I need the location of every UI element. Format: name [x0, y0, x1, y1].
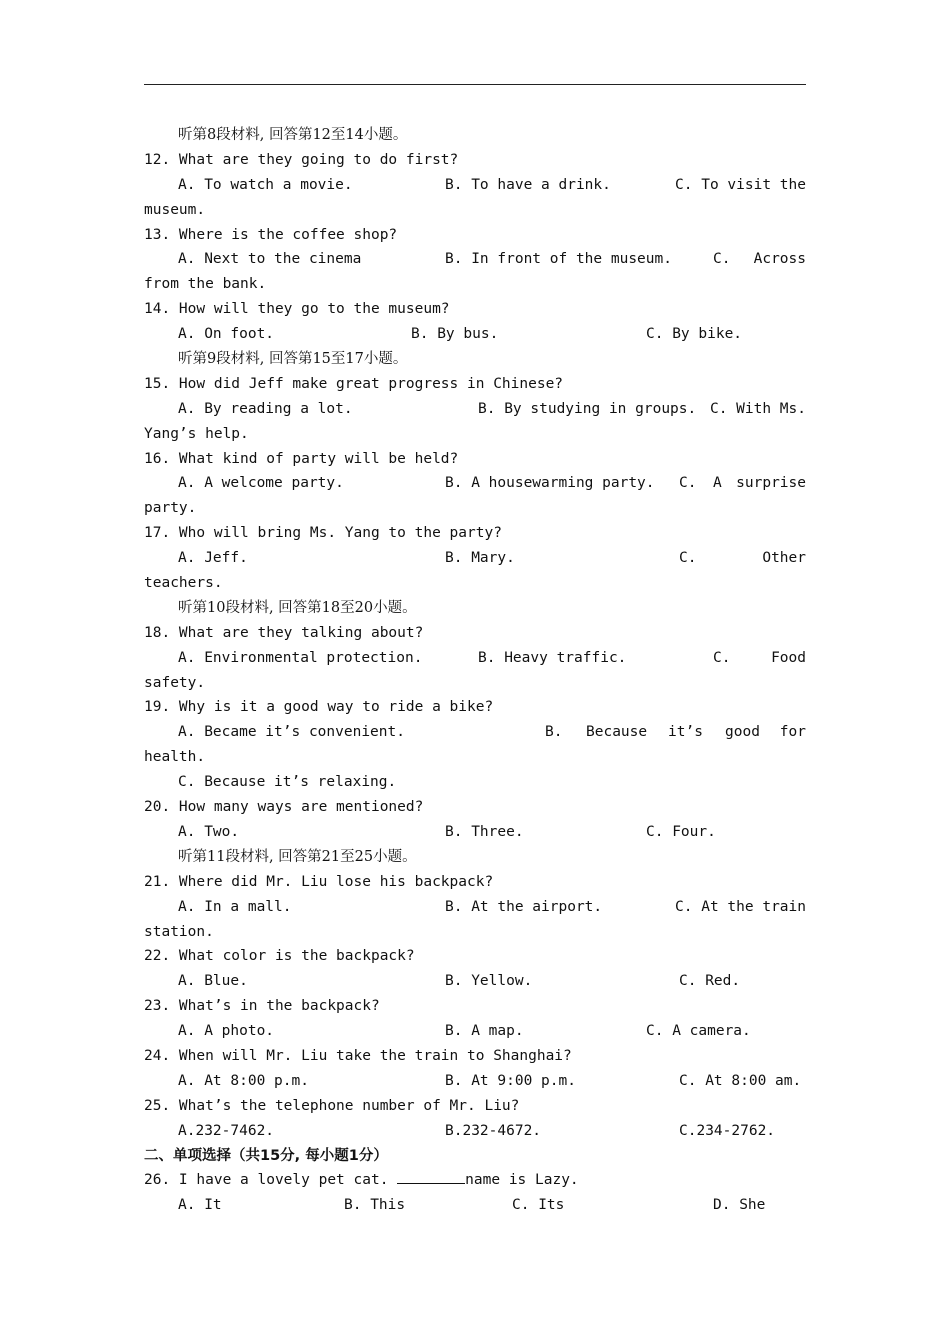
option-c: C. Because it’s relaxing. [178, 774, 397, 791]
options-row [144, 1193, 806, 1218]
question-stem: 18. What are they talking about? [144, 624, 424, 641]
option-b: B. A map. [445, 1023, 524, 1040]
question-stem: 25. What’s the telephone number of Mr. Liu? [144, 1097, 520, 1114]
part-two-heading: 二、单项选择（共15分, 每小题1分） [144, 1147, 388, 1164]
option-a: A.232-7462. [178, 1122, 275, 1139]
option-c: C. Its [512, 1197, 565, 1214]
section-heading: 听第9段材料, 回答第15至17小题。 [178, 351, 408, 368]
option-c-text: Across [753, 251, 806, 268]
option-continuation: teachers. [144, 575, 223, 592]
question-stem: 20. How many ways are mentioned? [144, 799, 424, 816]
options-row [144, 1119, 806, 1144]
option-b: B. To have a drink. [445, 176, 611, 193]
header-rule [144, 84, 806, 85]
option-a: A. By reading a lot. [178, 400, 353, 417]
options-row [144, 820, 806, 845]
question-stem: 21. Where did Mr. Liu lose his backpack? [144, 873, 494, 890]
option-a: A. At 8:00 p.m. [178, 1072, 309, 1089]
question-stem [144, 1168, 806, 1193]
options-row [144, 895, 806, 920]
option-a: A. In a mall. [178, 898, 292, 915]
option-d: D. She [713, 1197, 766, 1214]
option-b: B. By bus. [411, 326, 499, 343]
options-row [144, 1019, 806, 1044]
exam-page [144, 123, 806, 1218]
option-c: C. [679, 550, 697, 567]
option-a: A. Two. [178, 823, 240, 840]
option-b: B. A housewarming party. [445, 475, 655, 492]
option-c-text: Food [771, 649, 806, 666]
option-a: A. On foot. [178, 326, 275, 343]
answer-blank [397, 1169, 465, 1184]
options-row [144, 471, 806, 496]
question-stem: 15. How did Jeff make great progress in Chinese? [144, 375, 564, 392]
option-a: A. Next to the cinema [178, 251, 362, 268]
option-c-text: surprise [736, 475, 806, 492]
option-c: C. [713, 251, 731, 268]
option-b: B. [545, 724, 563, 741]
option-a: A. To watch a movie. [178, 176, 353, 193]
option-continuation: Yang’s help. [144, 425, 249, 442]
section-heading: 听第11段材料, 回答第21至25小题。 [178, 848, 417, 865]
option-b: B. At 9:00 p.m. [445, 1072, 576, 1089]
option-c: C. [713, 649, 731, 666]
question-stem: 12. What are they going to do first? [144, 151, 459, 168]
question-stem: 16. What kind of party will be held? [144, 450, 459, 467]
section-heading: 听第10段材料, 回答第18至20小题。 [178, 599, 417, 616]
section-heading: 听第8段材料, 回答第12至14小题。 [178, 127, 408, 143]
option-continuation: party. [144, 500, 197, 517]
option-continuation: station. [144, 923, 214, 940]
question-stem: 19. Why is it a good way to ride a bike? [144, 699, 494, 716]
option-a: A. Blue. [178, 973, 248, 990]
option-b: B. This [344, 1197, 406, 1214]
question-stem: 22. What color is the backpack? [144, 948, 415, 965]
option-c: C. To visit the [675, 176, 806, 193]
option-a: A. Jeff. [178, 550, 248, 567]
option-a: A. A photo. [178, 1023, 275, 1040]
option-c: C. A camera. [646, 1023, 751, 1040]
option-c: C.234-2762. [679, 1122, 776, 1139]
options-row [144, 720, 806, 745]
option-c: C. With Ms. [709, 400, 806, 417]
option-c: C. At the train [675, 898, 806, 915]
option-a: A. Became it’s convenient. [178, 724, 405, 741]
option-c: C. Four. [646, 823, 716, 840]
option-c-text: Other [762, 550, 806, 567]
options-row [144, 247, 806, 272]
option-b-text: Because [586, 724, 648, 741]
options-row [144, 546, 806, 571]
option-b: B. Three. [445, 823, 524, 840]
option-c: C. By bike. [646, 326, 743, 343]
option-b: B. In front of the museum. [445, 251, 672, 268]
options-row [144, 646, 806, 671]
stem-text: 26. I have a lovely pet cat. [144, 1172, 398, 1189]
option-b-text: it’s [668, 724, 703, 741]
option-c: C. [679, 475, 697, 492]
options-row [144, 969, 806, 994]
question-stem: 13. Where is the coffee shop? [144, 226, 398, 243]
option-b: B. Heavy traffic. [478, 649, 627, 666]
option-b: B. Yellow. [445, 973, 533, 990]
options-row [144, 322, 806, 347]
option-continuation: from the bank. [144, 276, 267, 293]
stem-text: name is Lazy. [465, 1172, 579, 1189]
question-stem: 24. When will Mr. Liu take the train to Shanghai? [144, 1047, 572, 1064]
option-a: A. Environmental protection. [178, 649, 423, 666]
question-stem: 23. What’s in the backpack? [144, 998, 380, 1015]
option-c-text: A [713, 475, 722, 492]
option-b: B. By studying in groups. [478, 400, 697, 417]
option-continuation: museum. [144, 201, 206, 218]
option-continuation: safety. [144, 674, 206, 691]
option-b: B. At the airport. [445, 898, 603, 915]
option-b-text: good [725, 724, 760, 741]
option-b: B. Mary. [445, 550, 515, 567]
option-c: C. Red. [679, 973, 741, 990]
question-stem: 14. How will they go to the museum? [144, 301, 450, 318]
options-row [144, 397, 806, 422]
options-row [144, 173, 806, 198]
option-a: A. It [178, 1197, 222, 1214]
question-stem: 17. Who will bring Ms. Yang to the party? [144, 525, 502, 542]
option-b-text: for [779, 724, 806, 741]
option-c: C. At 8:00 am. [679, 1072, 802, 1089]
option-a: A. A welcome party. [178, 475, 344, 492]
option-continuation: health. [144, 749, 206, 766]
options-row [144, 1069, 806, 1094]
option-b: B.232-4672. [445, 1122, 542, 1139]
